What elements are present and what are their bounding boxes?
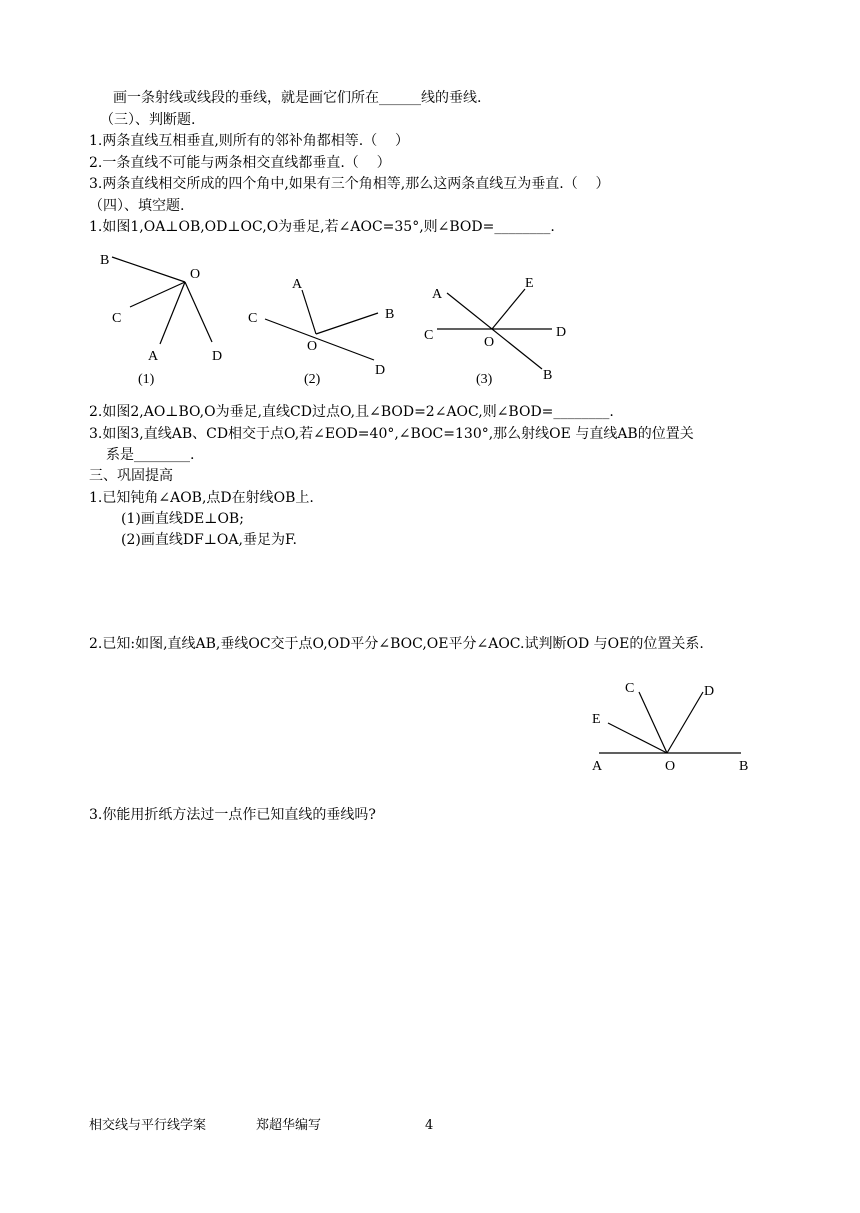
fig4-label-e: E — [592, 712, 601, 727]
fig4-label-d: D — [704, 684, 715, 699]
footer-author: 郑超华编写 — [256, 1118, 322, 1133]
consolidate-question-1: 1.已知钝角∠AOB,点D在射线OB上. — [89, 490, 314, 506]
fill-question-2: 2.如图2,AO⊥BO,O为垂足,直线CD过点O,且∠BOD=2∠AOC,则∠BOD=________. — [89, 404, 614, 420]
judge-item-1: 1.两条直线互相垂直,则所有的邻补角都相等.（ ） — [89, 133, 410, 149]
consolidate-question-1-sub2: (2)画直线DF⊥OA,垂足为F. — [121, 532, 297, 548]
fig3-label-b: B — [543, 368, 553, 383]
figure-1 — [100, 253, 222, 387]
fig2-label-d: D — [375, 363, 386, 378]
figure-4 — [585, 675, 765, 785]
judge-section-title: （三）、判断题. — [100, 112, 196, 128]
fig1-label-o: O — [190, 267, 201, 282]
consolidate-question-3: 3.你能用折纸方法过一点作已知直线的垂线吗? — [89, 807, 376, 823]
fig3-label-o: O — [484, 335, 495, 350]
fill-question-3-line2: 系是________. — [106, 447, 195, 463]
fill-question-3-line1: 3.如图3,直线AB、CD相交于点O,若∠EOD=40°,∠BOC=130°,那么射线OE 与直线AB的位置关 — [89, 426, 694, 442]
fig4-label-o: O — [665, 759, 676, 774]
fig2-label-o: O — [307, 339, 318, 354]
fig2-label-a: A — [292, 277, 303, 292]
fig2-caption: (2) — [304, 372, 321, 387]
fig4-label-b: B — [739, 759, 749, 774]
fig1-label-a: A — [148, 349, 159, 364]
fig1-label-b: B — [100, 253, 110, 268]
footer-course: 相交线与平行线学案 — [89, 1118, 207, 1133]
fig3-label-d: D — [556, 325, 567, 340]
fig3-label-c: C — [424, 328, 434, 343]
consolidate-title: 三、巩固提高 — [89, 468, 173, 484]
judge-item-3: 3.两条直线相交所成的四个角中,如果有三个角相等,那么这两条直线互为垂直.（ ） — [89, 176, 610, 192]
fill-question-1: 1.如图1,OA⊥OB,OD⊥OC,O为垂足,若∠AOC=35°,则∠BOD=________. — [89, 219, 555, 235]
judge-item-2: 2.一条直线不可能与两条相交直线都垂直.（ ） — [89, 155, 391, 171]
intro-line: 画一条射线或线段的垂线，就是画它们所在______线的垂线. — [113, 90, 482, 106]
figures-row — [0, 240, 860, 390]
fig2-label-c: C — [248, 311, 258, 326]
fig2-label-b: B — [385, 307, 395, 322]
fig3-label-a: A — [432, 287, 443, 302]
fig3-caption: (3) — [476, 372, 493, 387]
consolidate-question-2: 2.已知:如图,直线AB,垂线OC交于点O,OD平分∠BOC,OE平分∠AOC.试判断OD 与OE的位置关系. — [89, 636, 704, 652]
footer-page-number: 4 — [425, 1118, 434, 1133]
fig4-label-c: C — [625, 681, 635, 696]
figure-3 — [424, 276, 566, 387]
fig3-label-e: E — [525, 276, 534, 291]
consolidate-question-1-sub1: (1)画直线DE⊥OB; — [121, 511, 244, 527]
fig1-label-d: D — [212, 349, 223, 364]
fig1-label-c: C — [112, 311, 122, 326]
figure-2 — [248, 277, 394, 387]
fill-section-title: （四）、填空题. — [89, 198, 185, 214]
fig4-label-a: A — [592, 759, 603, 774]
fig1-caption: (1) — [138, 372, 155, 387]
